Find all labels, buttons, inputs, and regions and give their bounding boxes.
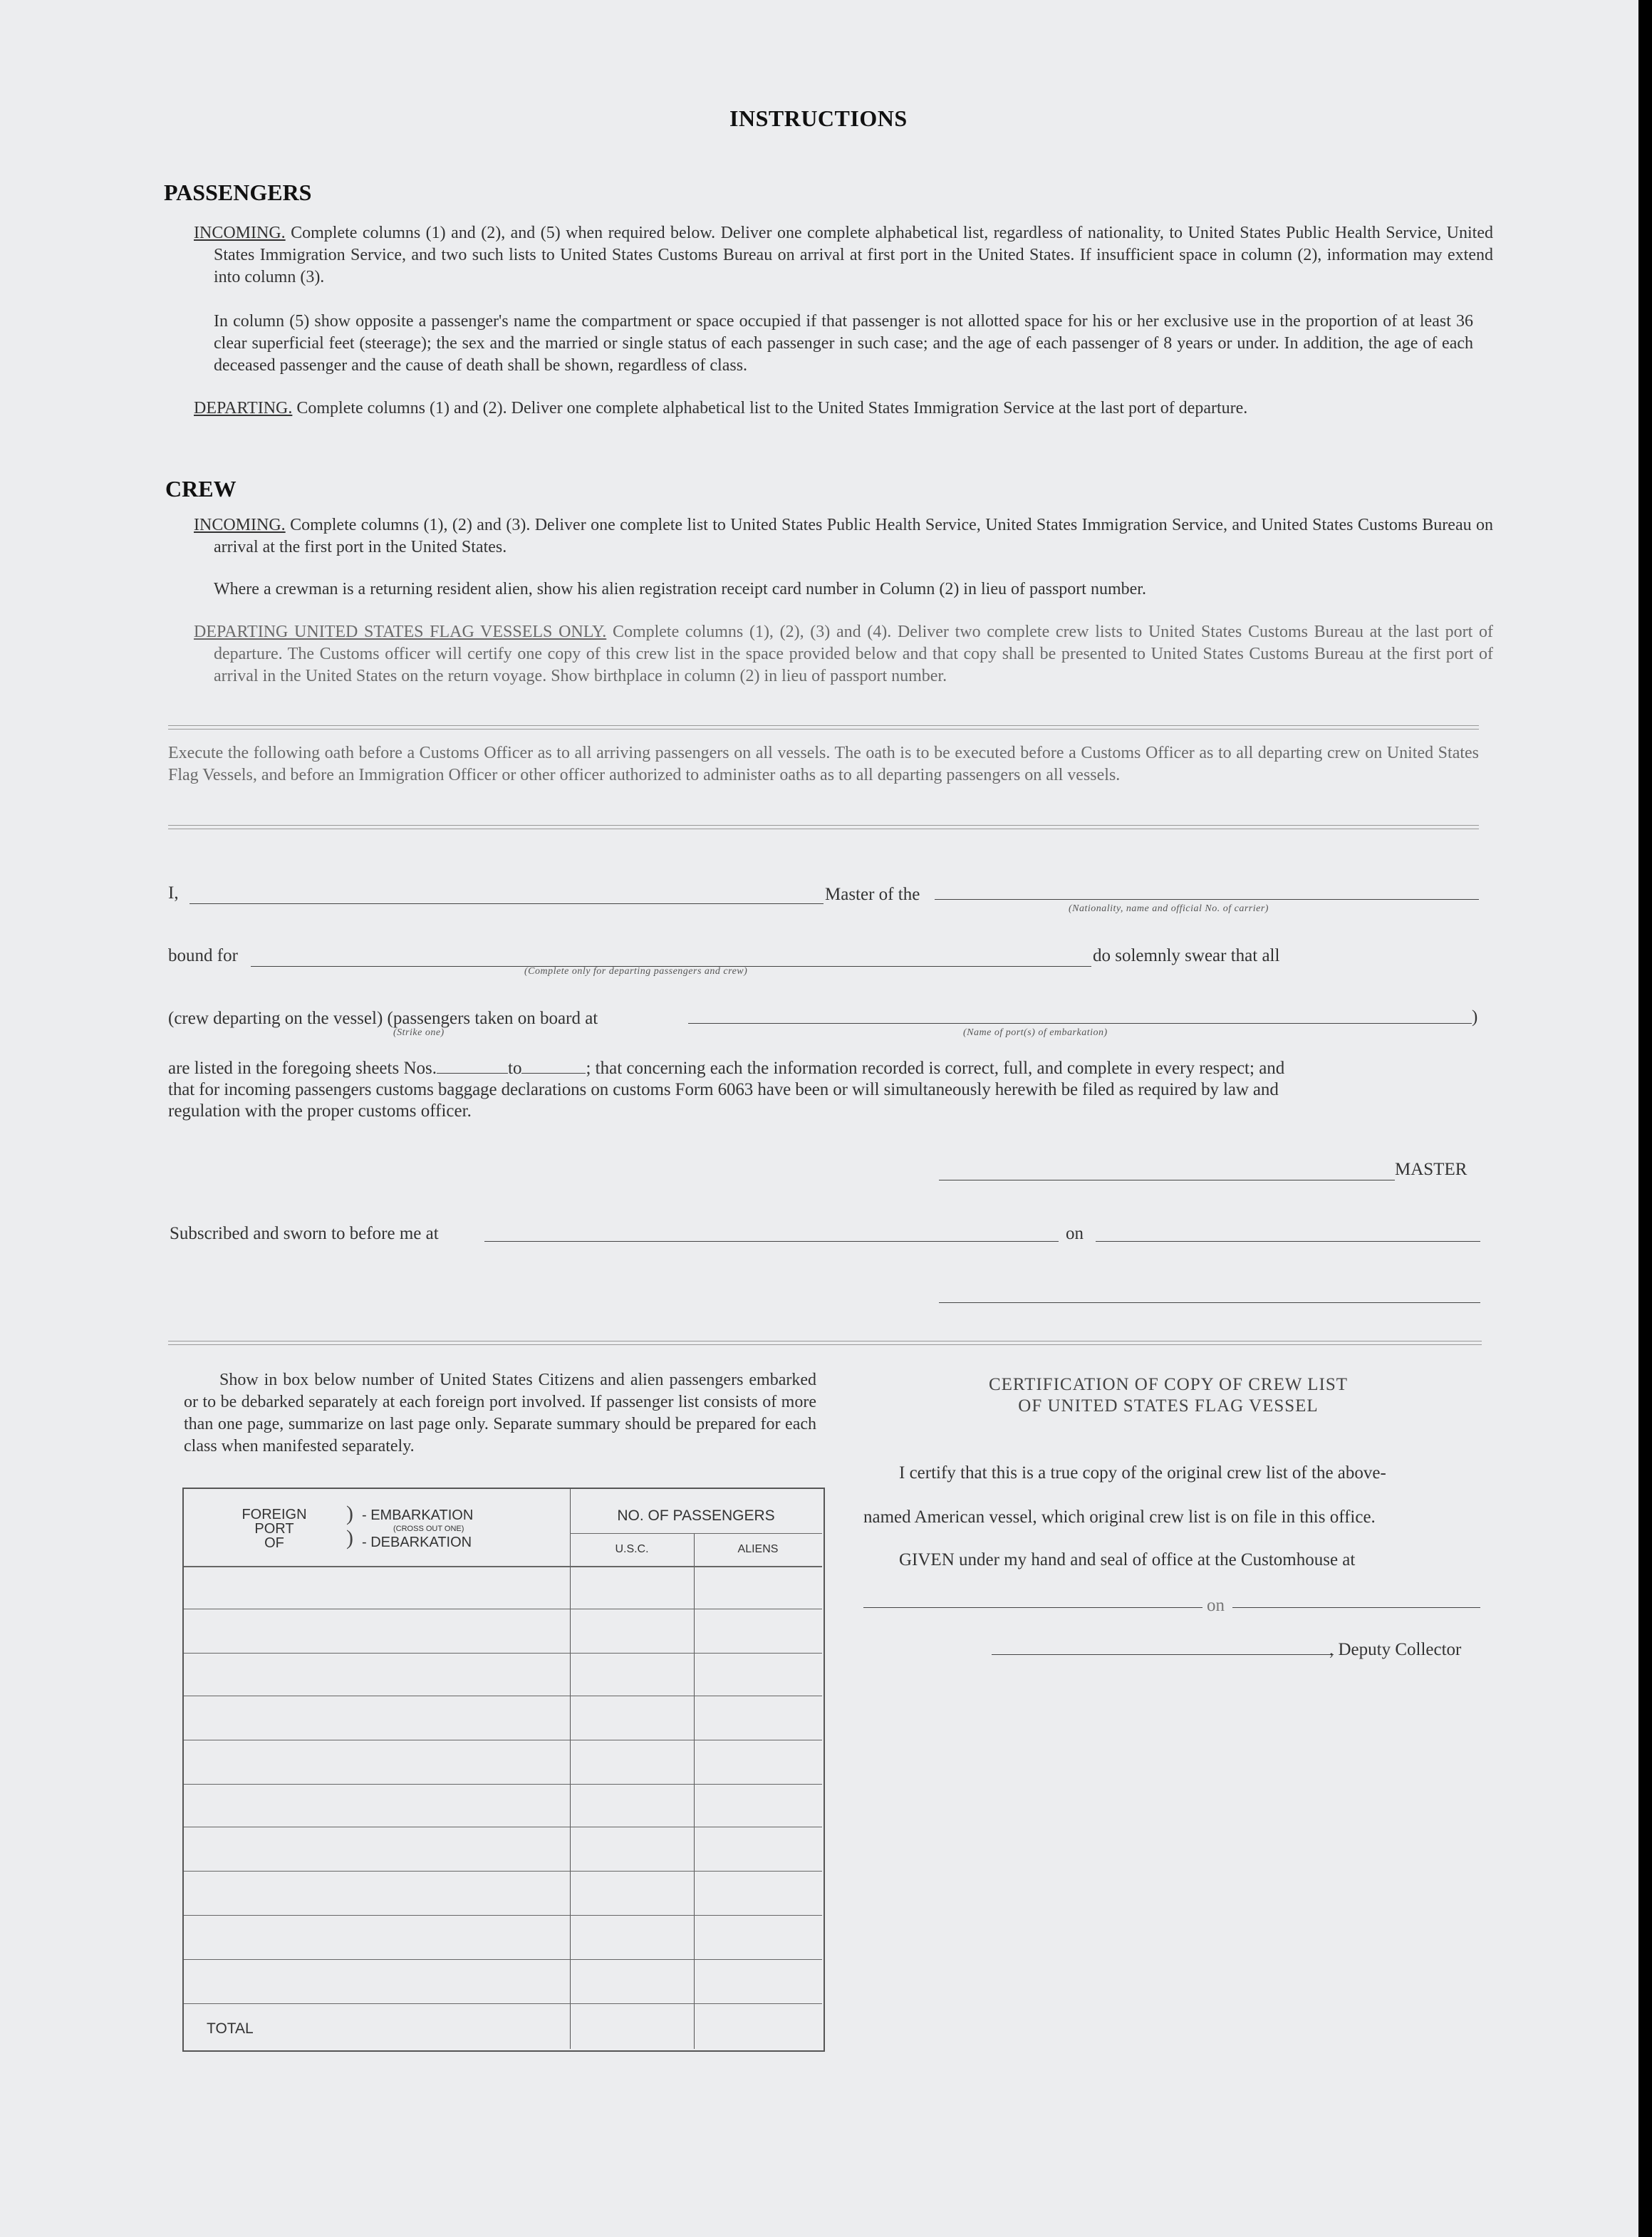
crew-incoming: [194, 514, 1493, 559]
total-label: TOTAL: [207, 2020, 254, 2037]
passengers-departing-lead: DEPARTING.: [194, 399, 293, 417]
brace-bottom: ): [346, 1526, 353, 1550]
listed-rest: ; that concerning each the information recorded is correct, full, and complete in every respect; and: [586, 1059, 1285, 1078]
sheet-from-field[interactable]: [437, 1059, 508, 1074]
listed-line2: that for incoming passengers customs baggage declarations on customs Form 6063 have been or will simultaneously herewith be filed as required by law and: [168, 1080, 1279, 1099]
carrier-caption: (Nationality, name and official No. of carrier): [1069, 903, 1269, 914]
table-row[interactable]: [184, 2003, 822, 2004]
cross-out-label: (CROSS OUT ONE): [393, 1525, 464, 1533]
table-divider: [694, 1533, 695, 2049]
certification-date-line[interactable]: [1232, 1607, 1480, 1608]
table-row[interactable]: [184, 1871, 822, 1872]
master-name-line[interactable]: [189, 903, 824, 904]
passengers-incoming-lead: INCOMING.: [194, 224, 286, 242]
col-port: PORT: [254, 1521, 294, 1537]
table-header-rule: [184, 1566, 822, 1567]
page-title: INSTRUCTIONS: [729, 105, 908, 131]
passengers-heading: PASSENGERS: [164, 180, 312, 205]
col-of: OF: [264, 1535, 284, 1551]
customhouse-line[interactable]: [863, 1607, 1202, 1608]
listed-line3: regulation with the proper customs officer.: [168, 1101, 472, 1121]
divider: [168, 725, 1479, 730]
table-divider: [570, 1533, 822, 1534]
close-paren: ): [1472, 1007, 1478, 1027]
crew-departing: [194, 621, 1493, 687]
port-caption: (Name of port(s) of embarkation): [963, 1027, 1108, 1038]
table-row[interactable]: [184, 1959, 822, 1960]
debarkation-label: - DEBARKATION: [362, 1535, 472, 1550]
embarkation-label: - EMBARKATION: [362, 1507, 474, 1523]
certification-title-1: CERTIFICATION OF COPY OF CREW LIST: [988, 1375, 1349, 1394]
oath-intro: Execute the following oath before a Customs Officer as to all arriving passengers on all vessels. The oath is to be executed before a Customs Officer as to all departing crew on United States Flag Vessels, and before an Immigration Officer or other officer authorized to administer oaths as to all departing passengers on all vessels.: [168, 744, 1479, 784]
listed-start: are listed in the foregoing sheets Nos.: [168, 1059, 437, 1078]
certification-line3: GIVEN under my hand and seal of office at the Customhouse at: [899, 1550, 1356, 1569]
bound-for-label: bound for: [168, 946, 238, 965]
passengers-incoming-text: Complete columns (1) and (2), and (5) when required below. Deliver one complete alphabetical list, regardless of nationality, to United States Public Health Service, United States Immigration Service, and two such lists to United States Customs Bureau on arrival at first port in the United States. If insufficient space in column (2), information may extend into column (3).: [214, 224, 1493, 286]
col-foreign-port-of: [221, 1507, 328, 1550]
passengers-departing-text: Complete columns (1) and (2). Deliver one complete alphabetical list to the United States Immigration Service at the last port of departure.: [296, 399, 1248, 417]
port-embarkation-line[interactable]: [688, 1023, 1472, 1024]
officer-signature-line[interactable]: [939, 1302, 1480, 1303]
col-foreign: FOREIGN: [241, 1507, 307, 1522]
crew-resident-alien: Where a crewman is a returning resident alien, show his alien registration receipt card number in Column (2) in lieu of passport number.: [214, 580, 1146, 598]
strike-caption: (Strike one): [393, 1027, 445, 1038]
usc-header: U.S.C.: [615, 1543, 649, 1555]
crew-departing-text: Complete columns (1), (2), (3) and (4). Deliver two complete crew lists to United States Customs Bureau at the last port of departure. The Customs officer will certify one copy of this crew list in the space provided below and that copy shall be presented to United States Customs Bureau at the first port of arrival in the United States on the return voyage. Show birthplace in column (2) in lieu of passport number.: [214, 623, 1493, 685]
deputy-collector-label: , Deputy Collector: [1329, 1640, 1462, 1659]
deputy-collector-line[interactable]: [992, 1654, 1334, 1655]
table-row[interactable]: [184, 1784, 822, 1785]
subscribed-place-line[interactable]: [484, 1241, 1059, 1242]
master-label: MASTER: [1395, 1160, 1467, 1179]
passengers-column5: In column (5) show opposite a passenger's name the compartment or space occupied if that passenger is not allotted space for his or her exclusive use in the proportion of at least 36 clear superficial feet (steerage); the sex and the married or single status of each passenger in such case; and the age of each passenger of 8 years or under. In addition, the age of each deceased passenger and the cause of death shall be shown, regardless of class.: [214, 312, 1473, 375]
passengers-departing: [194, 398, 1493, 420]
subscribed-label: Subscribed and sworn to before me at: [170, 1224, 439, 1243]
divider: [168, 825, 1479, 829]
crew-departing-lead: DEPARTING UNITED STATES FLAG VESSELS ONLY.: [194, 623, 607, 641]
crew-departing-option: (crew departing on the vessel) (passengers taken on board at: [168, 1009, 598, 1028]
certification-on: on: [1207, 1596, 1225, 1615]
crew-incoming-text: Complete columns (1), (2) and (3). Deliver one complete list to United States Public Health Service, United States Immigration Service, and United States Customs Bureau on arrival at the first port in the United States.: [214, 516, 1494, 556]
certification-line2: named American vessel, which original crew list is on file in this office.: [863, 1507, 1376, 1527]
passengers-incoming: [194, 222, 1493, 289]
listed-to: to: [508, 1059, 522, 1078]
certification-title-2: OF UNITED STATES FLAG VESSEL: [1018, 1396, 1319, 1416]
passenger-summary-table: [182, 1488, 825, 2052]
certification-line1: I certify that this is a true copy of the original crew list of the above-: [899, 1463, 1386, 1483]
swear-text: do solemnly swear that all: [1093, 946, 1280, 965]
master-of-the-label: Master of the: [825, 885, 920, 904]
brace-top: ): [346, 1502, 353, 1525]
crew-heading: CREW: [165, 476, 237, 502]
carrier-line[interactable]: [935, 899, 1479, 900]
listed-line1: [168, 1059, 1284, 1079]
subscribed-on-label: on: [1066, 1224, 1084, 1243]
subscribed-date-line[interactable]: [1096, 1241, 1480, 1242]
table-row[interactable]: [184, 1653, 822, 1654]
table-row[interactable]: [184, 1915, 822, 1916]
bound-caption: (Complete only for departing passengers and crew): [524, 966, 748, 977]
crew-incoming-lead: INCOMING.: [194, 516, 286, 534]
aliens-header: ALIENS: [737, 1543, 779, 1555]
table-divider: [570, 1489, 571, 2049]
divider: [168, 1341, 1482, 1345]
summary-instructions: Show in box below number of United States Citizens and alien passengers embarked or to be debarked separately at each foreign port involved. If passenger list consists of more than one page, summarize on last page only. Separate summary should be prepared for each class when manifested separately.: [184, 1371, 816, 1455]
oath-i-label: I,: [168, 883, 179, 903]
no-passengers-header: NO. OF PASSENGERS: [617, 1507, 775, 1524]
sheet-to-field[interactable]: [521, 1059, 586, 1074]
